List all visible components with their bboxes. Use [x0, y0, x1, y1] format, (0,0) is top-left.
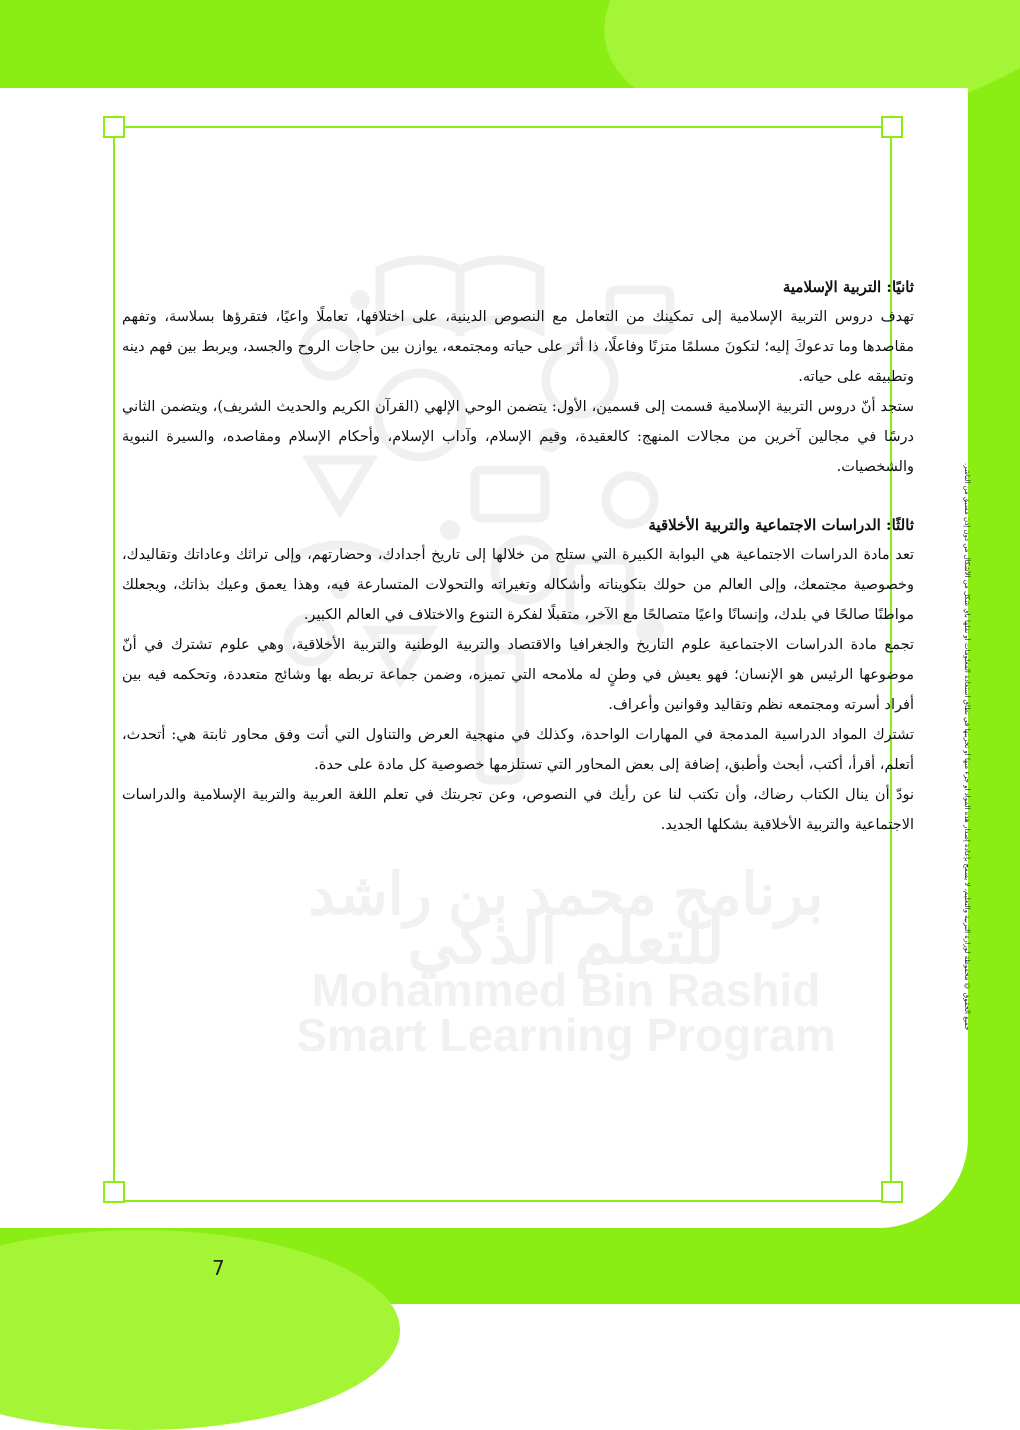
frame-corner-bottom-right	[881, 1181, 903, 1203]
page-number: 7	[212, 1256, 225, 1280]
paragraph: تشترك المواد الدراسية المدمجة في المهارات الواحدة، وكذلك في منهجية العرض والتناول التي أتت وفق محاور ثابتة هي: أتحدث، أتعلم، أقرأ، أكتب، أبحث وأطبق، إضافة إلى بعض المحاور التي تستلزمها خصوصية كل مادة على حدة.	[122, 727, 914, 773]
paragraph: تهدف دروس التربية الإسلامية إلى تمكينك من التعامل مع النصوص الدينية، على اختلافها، تعاملًا واعيًا، فتقرؤها بسلاسة، وتفهم مقاصدها وما تدعوكَ إليه؛ لتكونَ مسلمًا متزنًا وفاعلًا، ذا أثر على حياته ومجتمعه، يوازن بين حاجات الروح والجسد، ويربط بين فهم دينه وتطبيقه على حياته.	[122, 309, 915, 385]
frame-corner-bottom-left	[103, 1181, 125, 1203]
section-heading-islamic-education: ثانيًا: التربية الإسلامية	[782, 278, 914, 296]
watermark-english-line1: Mohammed Bin Rashid	[311, 964, 821, 1016]
watermark-arabic-line1: برنامج محمد بن راشد	[308, 862, 824, 927]
section-spacer	[122, 482, 914, 510]
main-content	[122, 272, 914, 840]
copyright-note: جميع الحقوق © محفوظة لوزارة التربية والتعليم، لا يسمح بإعادة إصدار هذه المواد أو جزء منها أو تخزينها في نطاق استعادة المعلومات أو نقلها بأي شكل من الأشكال من دون إذن مسبق من الناشر.	[963, 462, 971, 1030]
frame-corner-top-left	[103, 116, 125, 138]
watermark-arabic-line2: للتعلم الذكي	[407, 908, 725, 977]
frame-corner-top-right	[881, 116, 903, 138]
paragraph: تعد مادة الدراسات الاجتماعية هي البوابة الكبيرة التي ستلج من خلالها إلى تاريخ أجدادك، وحضارتهم، وإلى تراثك وعاداتك وتقاليدك، وخصوصية مجتمعك، وإلى العالم من حولك بتكويناته وأشكاله وتغيراته والتحولات المتسارعة فيه، وهذا يعمق وعيك بذاتك، ويجعلك مواطنًا صالحًا في بلدك، وإنسانًا واعيًا متصالحًا مع الآخر، متقبلًا لفكرة التنوع والاختلاف في العالم الكبير.	[122, 547, 914, 623]
section-heading-social-studies: ثالثًا: الدراسات الاجتماعية والتربية الأخلاقية	[648, 516, 914, 534]
watermark-english-line2: Smart Learning Program	[296, 1009, 836, 1061]
paragraph: نودّ أن ينال الكتاب رضاك، وأن تكتب لنا عن رأيك في النصوص، وعن تجربتك في تعلم اللغة العربية والتربية الإسلامية والدراسات الاجتماعية والتربية الأخلاقية بشكلها الجديد.	[122, 787, 914, 833]
paragraph: تجمع مادة الدراسات الاجتماعية علوم التاريخ والجغرافيا والاقتصاد والتربية الوطنية والتربية الأخلاقية، وهي علوم تشترك في أنّ موضوعها الرئيس هو الإنسان؛ فهو يعيش في وطنٍ له ملامحه التي تميزه، وضمن جماعة تربطه بها وشائج متعددة، وتحكمه فيه بين أفراد أسرته ومجتمعه نظم وتقاليد وقوانين وأعراف.	[122, 637, 914, 713]
paragraph: ستجد أنّ دروس التربية الإسلامية قسمت إلى قسمين، الأول: يتضمن الوحي الإلهي (القرآن الكريم والحديث الشريف)، ويتضمن الثاني درسًا في مجالين آخرين من مجالات المنهج: كالعقيدة، وقيم الإسلام، وآداب الإسلام، وأحكام الإسلام ومقاصده، والسيرة النبوية والشخصيات.	[122, 399, 914, 475]
